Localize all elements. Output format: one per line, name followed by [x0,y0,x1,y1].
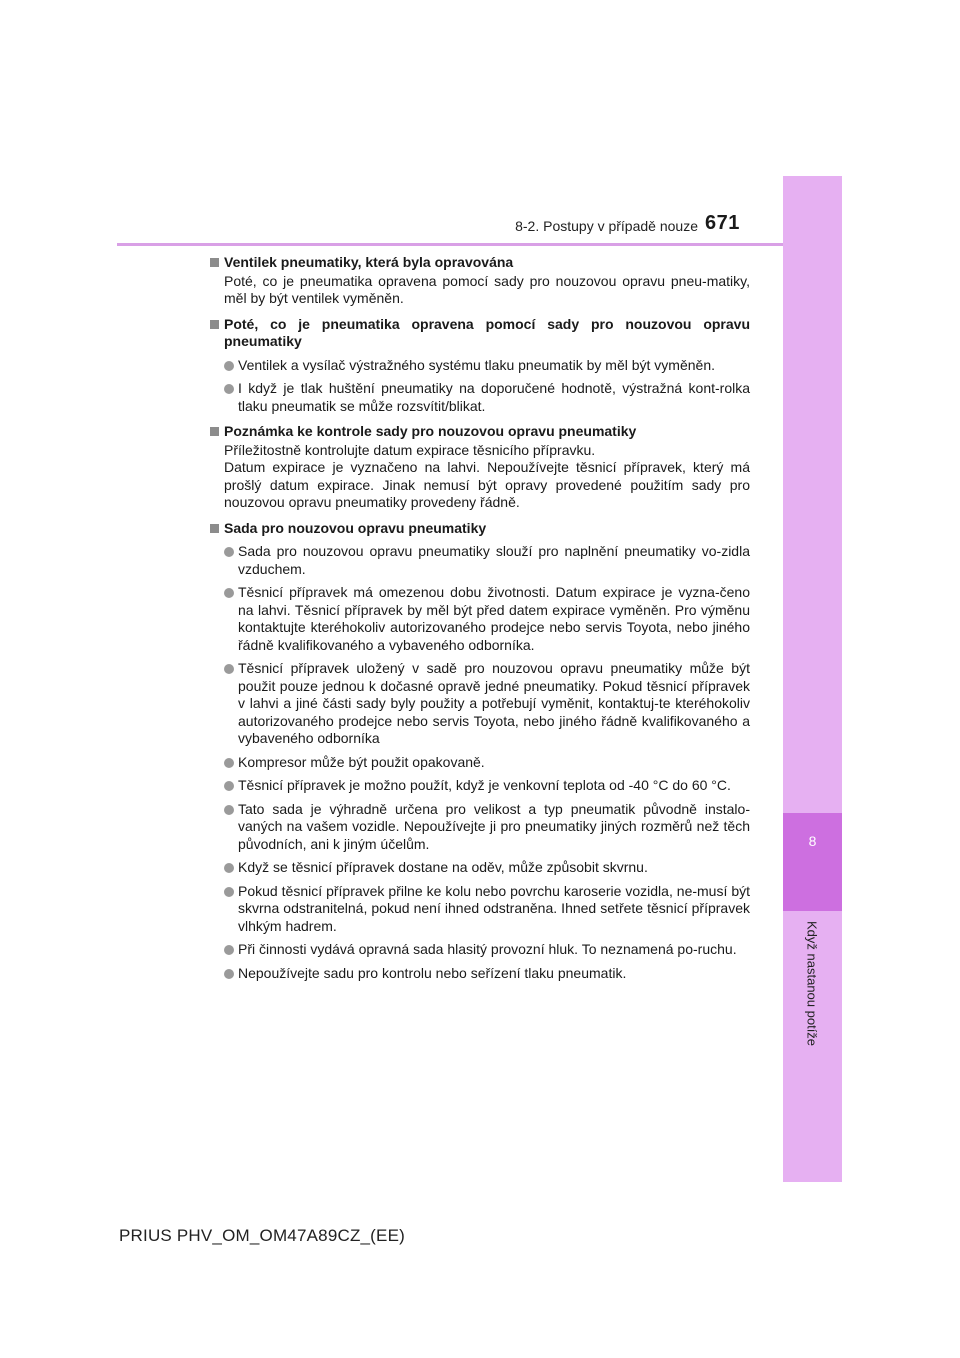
section-heading-text: Sada pro nouzovou opravu pneumatiky [224,519,487,536]
list-item-text: Nepoužívejte sadu pro kontrolu nebo seřízení tlaku pneumatik. [238,964,627,981]
list-item [210,965,750,983]
list-item-text: Ventilek a vysílač výstražného systému tlaku pneumatik by měl být vyměněn. [238,356,715,373]
section-heading-text: Poznámka ke kontrole sady pro nouzovou opravu pneumatiky [224,423,637,439]
chapter-title: Když nastanou potíže [804,921,820,1047]
section-heading [210,254,750,272]
paragraph: Příležitostně kontrolujte datum expirace těsnicího přípravku. [224,441,596,458]
header-section-title: 8-2. Postupy v případě nouze [515,218,698,234]
round-bullet-icon [224,361,234,371]
list-item [210,859,750,877]
section-heading-text: Ventilek pneumatiky, která byla opravována [224,254,514,270]
list-item [210,941,750,959]
list-item-text: Těsnicí přípravek uložený v sadě pro nouzovou opravu pneumatiky může být použit pouze jednou k dočasné opravě jedné pneumatiky. Pokud těsnicí přípravek v lahvi a jiné části sady byly použity a potřebují vyměnit, kontaktuj-te kteréhokoliv autorizovaného prodejce nebo servis Toyota, nebo jiného řádně kvalifikovaného a vybaveného odborníka [238,660,750,746]
square-bullet-icon [210,320,219,329]
list-item [210,883,750,936]
header-divider [117,243,841,246]
list-item-text: Sada pro nouzovou opravu pneumatiky slouží pro naplnění pneumatiky vo-zidla vzduchem. [238,543,750,577]
round-bullet-icon [224,588,234,598]
round-bullet-icon [224,547,234,557]
list-item [210,357,750,375]
list-item [210,777,750,795]
square-bullet-icon [210,427,219,436]
main-content [210,254,750,982]
list-item [210,754,750,772]
paragraph: Datum expirace je vyznačeno na lahvi. Nepoužívejte těsnicí přípravek, který má prošlý datum expirace. Jinak nemusí být opravy provedené použitím sady pro nouzovou opravu pneumatiky provedeny řádně. [224,459,750,510]
chapter-marker [783,813,842,911]
round-bullet-icon [224,863,234,873]
list-item-text: I když je tlak huštění pneumatiky na doporučené hodnotě, výstražná kont-rolka tlaku pneumatik se může rozsvítit/blikat. [238,380,750,414]
list-item-text: Těsnicí přípravek je možno použít, když je venkovní teplota od -40 °C do 60 °C. [238,777,731,793]
square-bullet-icon [210,524,219,533]
list-item-text: Tato sada je výhradně určena pro velikost a typ pneumatik původně instalo-vaných na vašem vozidle. Nepoužívejte ji pro pneumatiky jiných rozměrů než těch původních, ani k jiným účelům. [238,800,750,852]
list-item-text: Těsnicí přípravek má omezenou dobu životnosti. Datum expirace je vyzna-čeno na lahvi. Těsnicí přípravek by měl být před datem expirace vyměněn. Pro výměnu kontaktujte kteréhokoliv autorizovaného prodejce nebo servis Toyota, nebo jiného řádně kvalifikovaného a vybaveného odborníka. [238,584,750,653]
section-heading [210,316,750,351]
chapter-title-vertical [783,921,842,1161]
round-bullet-icon [224,805,234,815]
list-item [210,380,750,415]
round-bullet-icon [224,758,234,768]
round-bullet-icon [224,384,234,394]
chapter-side-tab [783,176,842,1182]
section-heading [210,520,750,538]
list-item-text: Kompresor může být použit opakovaně. [238,753,485,770]
list-item [210,660,750,748]
document-code: PRIUS PHV_OM_OM47A89CZ_(EE) [119,1226,405,1245]
round-bullet-icon [224,969,234,979]
round-bullet-icon [224,664,234,674]
list-item-text: Pokud těsnicí přípravek přilne ke kolu nebo povrchu karoserie vozidla, ne-musí být skvrna odstranitelná, pokud není ihned odstraněna. Ihned setřete těsnicí přípravek vlhkým hadrem. [238,882,750,934]
list-item-text: Když se těsnicí přípravek dostane na oděv, může způsobit skvrnu. [238,859,648,875]
list-item [210,543,750,578]
chapter-number: 8 [808,833,817,849]
round-bullet-icon [224,887,234,897]
round-bullet-icon [224,781,234,791]
list-item-text: Při činnosti vydává opravná sada hlasitý provozní hluk. To neznamená po-ruchu. [238,941,737,957]
list-item [210,801,750,854]
section-heading-text: Poté, co je pneumatika opravena pomocí sady pro nouzovou opravu pneumatiky [224,315,750,349]
round-bullet-icon [224,945,234,955]
list-item [210,584,750,654]
paragraph: Poté, co je pneumatika opravena pomocí sady pro nouzovou opravu pneu-matiky, měl by být ventilek vyměněn. [224,272,750,306]
square-bullet-icon [210,258,219,267]
section-heading [210,423,750,441]
page-number: 671 [705,212,740,234]
